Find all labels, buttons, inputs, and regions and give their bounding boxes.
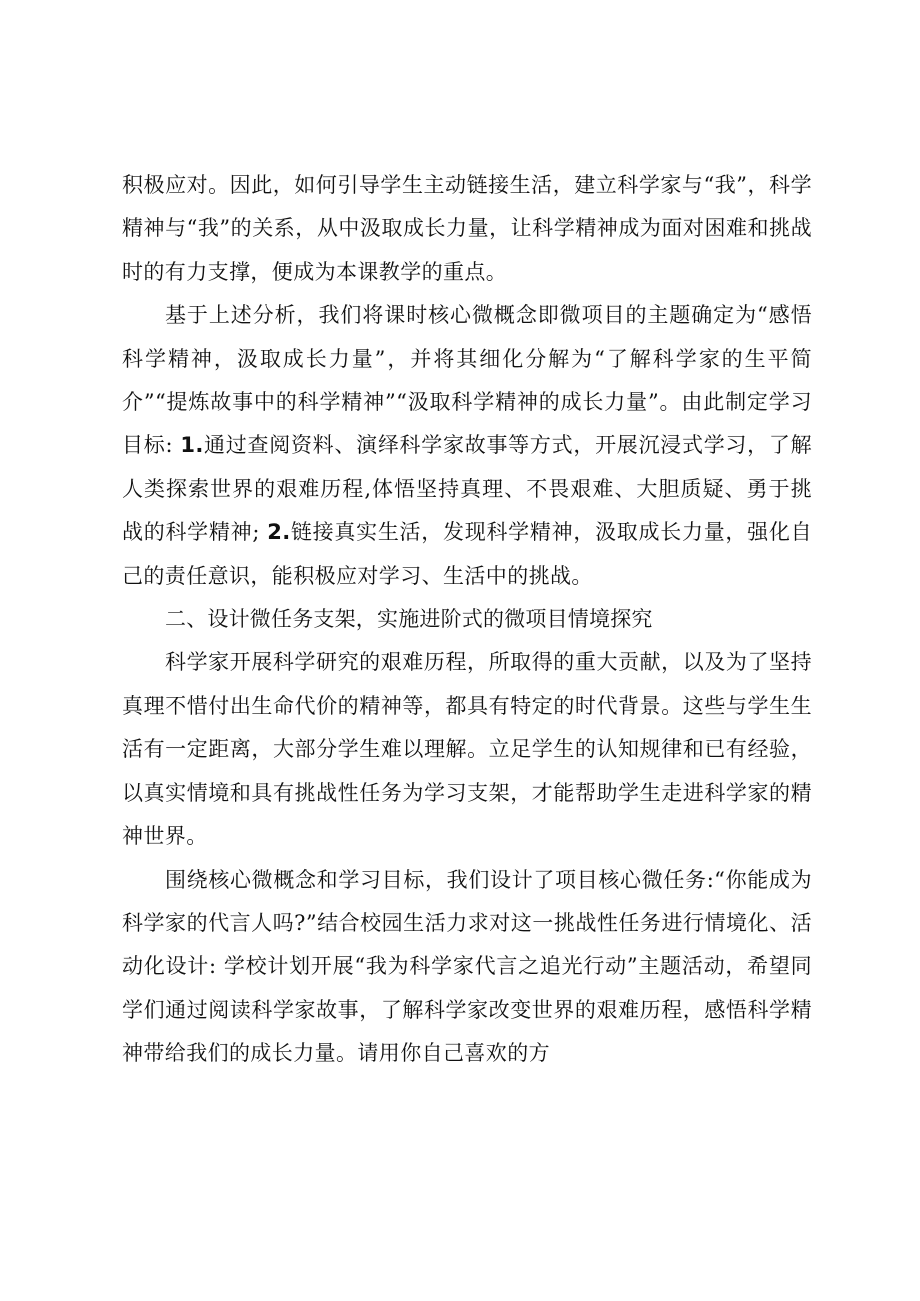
- paragraph-core-task: 围绕核心微概念和学习目标，我们设计了项目核心微任务:“你能成为科学家的代言人吗?”结合校园生活力求对这一挑战性任务进行情境化、活动化设计: 学校计划开展“我为科学家代言之追光行动”主题活动，希望同学们通过阅读科学家故事，了解科学家改变世界的艰难历程，感悟科学精神带给我们的成长力量。请用你自己喜欢的方: [122, 867, 812, 1066]
- document-body: [122, 164, 812, 1076]
- goal-number-1: 1.: [180, 433, 204, 458]
- paragraph-continuation: 积极应对。因此，如何引导学生主动链接生活，建立科学家与“我”，科学精神与“我”的关系，从中汲取成长力量，让科学精神成为面对困难和挑战时的有力支撑，便成为本课教学的重点。: [122, 173, 812, 284]
- section-heading-2: 二、设计微任务支架，实施进阶式的微项目情境探究: [165, 607, 653, 632]
- goal-number-2: 2.: [267, 520, 291, 545]
- goal-2-text: 链接真实生活，发现科学精神，汲取成长力量，强化自己的责任意识，能积极应对学习、生活中的挑战。: [122, 520, 812, 588]
- goal-1-text: 通过查阅资料、演绎科学家故事等方式，开展沉浸式学习，了解人类探索世界的艰难历程,体悟坚持真理、不畏艰难、大胆质疑、勇于挑战的科学精神;: [122, 433, 812, 545]
- paragraph-learning-goals: [122, 294, 812, 598]
- paragraph-background: 科学家开展科学研究的艰难历程，所取得的重大贡献，以及为了坚持真理不惜付出生命代价的精神等，都具有特定的时代背景。这些与学生生活有一定距离，大部分学生难以理解。立足学生的认知规律和已有经验，以真实情境和具有挑战性任务为学习支架，才能帮助学生走进科学家的精神世界。: [122, 650, 812, 849]
- paragraph-learning-goals-intro: 基于上述分析，我们将课时核心微概念即微项目的主题确定为“感悟科学精神，汲取成长力量”，并将其细化分解为“了解科学家的生平简介”“提炼故事中的科学精神”“汲取科学精神的成长力量”。由此制定学习目标:: [122, 303, 812, 458]
